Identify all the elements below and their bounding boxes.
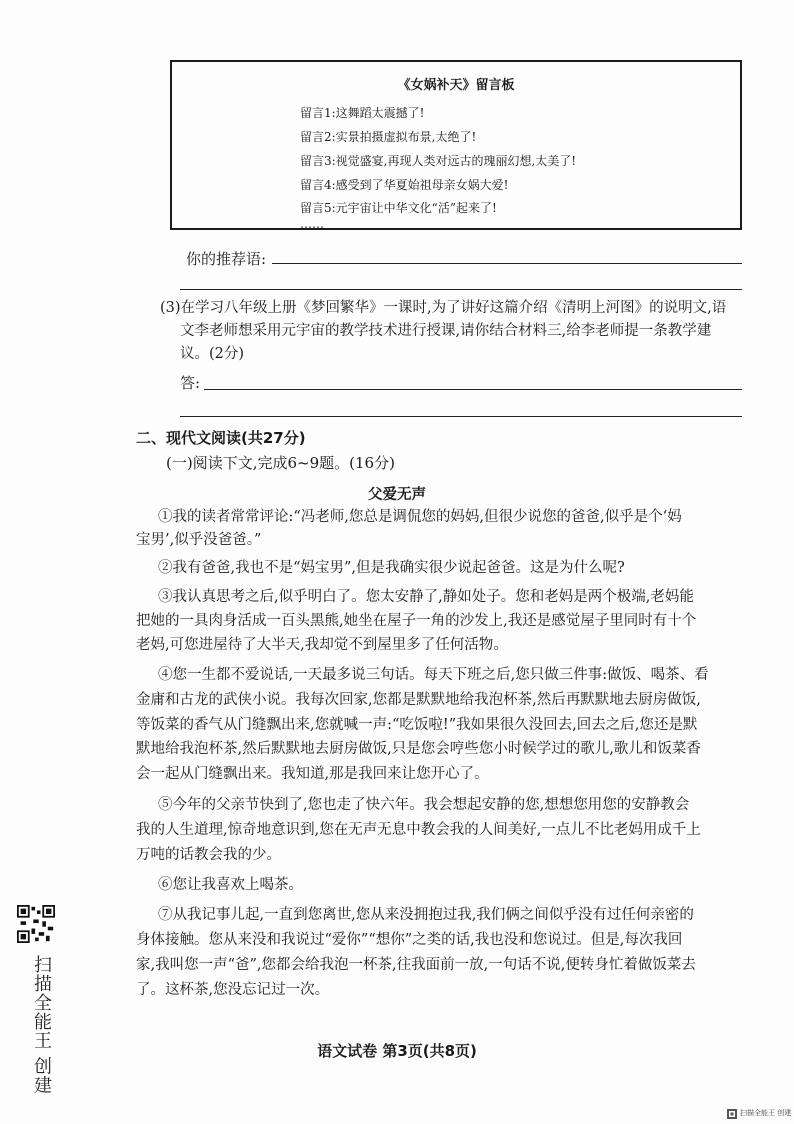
answer-line bbox=[180, 416, 742, 417]
question-3-line: (3)在学习八年级上册《梦回繁华》一课时,为了讲好这篇介绍《清明上河图》的说明文,语 bbox=[160, 300, 727, 316]
article-line: 等饭菜的香气从门缝飘出来,您就喊一声:“吃饭啦!”我如果很久没回去,回去之后,您还是默 bbox=[136, 717, 698, 733]
article-line: ⑥您让我喜欢上喝茶。 bbox=[158, 877, 303, 893]
article-title: 父爱无声 bbox=[368, 487, 426, 503]
recommend-label: 你的推荐语: bbox=[186, 250, 267, 268]
qr-code-icon bbox=[17, 905, 55, 943]
article-line: 金庸和古龙的武侠小说。我每次回家,您都是默默地给我泡杯茶,然后再默默地去厨房做饭, bbox=[136, 692, 701, 708]
board-message: 留言1:这舞蹈太震撼了! bbox=[300, 106, 425, 120]
answer-line bbox=[204, 389, 742, 390]
article-line: ④您一生都不爱说话,一天最多说三句话。每天下班之后,您只做三件事:做饭、喝茶、看 bbox=[158, 667, 709, 683]
board-title: 《女娲补天》留言板 bbox=[397, 78, 515, 93]
corner-watermark: 扫描全能王 创建 bbox=[740, 1109, 792, 1117]
article-line: 了。这杯茶,您没忘记过一次。 bbox=[136, 982, 330, 998]
board-message: 留言2:实景拍摄虚拟布景,太绝了! bbox=[300, 130, 477, 144]
article-line: 万吨的话教会我的少。 bbox=[136, 847, 281, 863]
scanner-logo-icon bbox=[727, 1109, 737, 1119]
article-line: 身体接触。您从来没和我说过“爱你”“想你”之类的话,我也没和您说过。但是,每次我回 bbox=[136, 932, 683, 948]
scanner-watermark: 扫描全能王 创建 bbox=[31, 955, 52, 1095]
article-line: 我的人生道理,惊奇地意识到,您在无声无息中教会我的人间美好,一点儿不比老妈用成千上 bbox=[136, 822, 701, 838]
answer-line bbox=[272, 263, 742, 264]
article-line: ①我的读者常常评论:“冯老师,您总是调侃您的妈妈,但很少说您的爸爸,似乎是个‘妈 bbox=[158, 509, 682, 525]
board-ellipsis: …… bbox=[300, 217, 324, 231]
question-3-line: 议。(2分) bbox=[180, 346, 245, 362]
article-line: 把她的一具肉身活成一百头黑熊,她坐在屋子一角的沙发上,我还是感觉屋子里同时有十个 bbox=[136, 613, 697, 629]
article-line: ⑦从我记事儿起,一直到您离世,您从来没拥抱过我,我们俩之间似乎没有过任何亲密的 bbox=[158, 907, 694, 923]
article-line: 家,我叫您一声“爸”,您都会给我泡一杯茶,往我面前一放,一句话不说,便转身忙着做饭菜去 bbox=[136, 957, 696, 973]
board-message: 留言3:视觉盛宴,再现人类对远古的瑰丽幻想,太美了! bbox=[300, 154, 577, 168]
section-heading: 二、现代文阅读(共27分) bbox=[136, 429, 306, 447]
answer-label: 答: bbox=[180, 374, 201, 392]
article-line: 默地给我泡杯茶,然后默默地去厨房做饭,只是您会哼些您小时候学过的歌儿,歌儿和饭菜香 bbox=[136, 741, 701, 757]
article-line: ⑤今年的父亲节快到了,您也走了快六年。我会想起安静的您,想想您用您的安静教会 bbox=[158, 797, 690, 813]
section-subheading: (一)阅读下文,完成6~9题。(16分) bbox=[166, 454, 395, 472]
article-line: 宝男’,似乎没爸爸。” bbox=[136, 532, 262, 548]
article-line: ②我有爸爸,我也不是“妈宝男”,但是我确实很少说起爸爸。这是为什么呢? bbox=[158, 560, 625, 576]
message-board bbox=[170, 60, 742, 230]
board-message: 留言5:元宇宙让中华文化“活”起来了! bbox=[300, 201, 497, 215]
answer-line bbox=[180, 289, 742, 290]
article-line: 老妈,可您进屋待了大半天,我却觉不到屋里多了任何活物。 bbox=[136, 637, 508, 653]
page-footer: 语文试卷 第3页(共8页) bbox=[317, 1042, 477, 1060]
question-3-line: 文李老师想采用元宇宙的教学技术进行授课,请你结合材料三,给李老师提一条教学建 bbox=[180, 323, 712, 339]
article-line: 会一起从门缝飘出来。我知道,那是我回来让您开心了。 bbox=[136, 766, 489, 782]
article-line: ③我认真思考之后,似乎明白了。您太安静了,静如处子。您和老妈是两个极端,老妈能 bbox=[158, 589, 694, 605]
board-message: 留言4:感受到了华夏始祖母亲女娲大爱! bbox=[300, 178, 509, 192]
